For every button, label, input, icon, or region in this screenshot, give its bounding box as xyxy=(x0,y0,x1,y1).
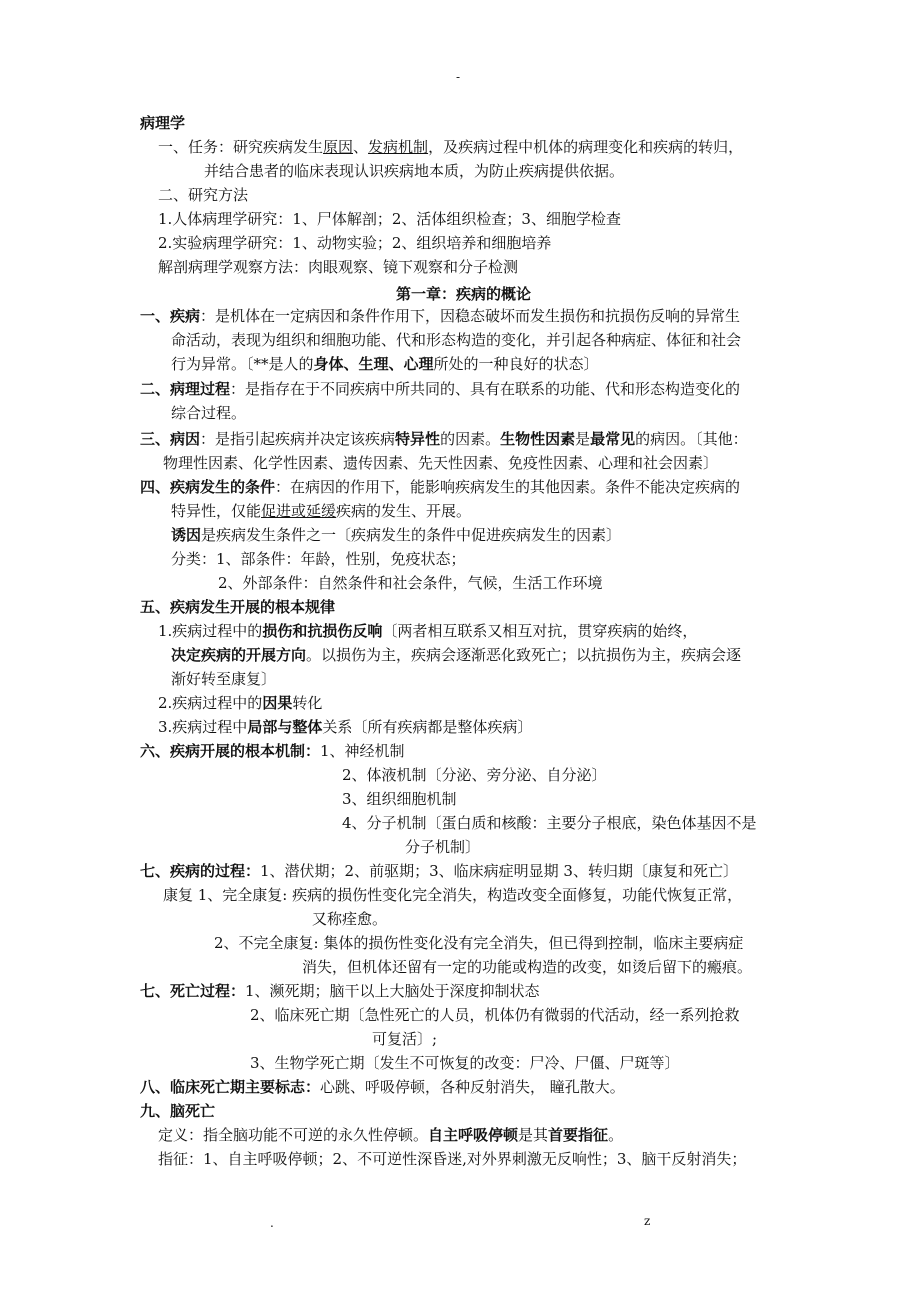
s8-title: 八、临床死亡期主要标志： xyxy=(140,1078,321,1096)
s1-num: 一、 xyxy=(140,307,171,325)
s3-line2: 物理性因素、化学性因素、遗传因素、先天性因素、免疫性因素、心理和社会因素〕 xyxy=(163,454,719,472)
s7-line1 xyxy=(140,860,738,882)
text: 心跳、呼吸停顿，各种反射消失， 瞳孔散大。 xyxy=(320,1078,625,1096)
text: 3.疾病过程中 xyxy=(158,718,248,736)
s5-line5 xyxy=(158,716,532,738)
s9-title: 九、脑死亡 xyxy=(140,1102,216,1120)
text: 是其 xyxy=(518,1126,549,1144)
s5-line4 xyxy=(158,692,322,714)
text: ：在病因的作用下，能影响疾病发生的其他因素。条件不能决定疾病的 xyxy=(275,478,741,496)
text-bold: 生物性因素 xyxy=(500,430,576,448)
text: 1、潜伏期；2、前驱期；3、临床病症明显期 3、转归期〔康复和死亡〕 xyxy=(260,862,738,880)
text-bold: 特异性 xyxy=(395,430,441,448)
s8-line1 xyxy=(140,1076,625,1098)
text: 〔两者相互联系又相互对抗，贯穿疾病的始终， xyxy=(382,622,698,640)
text: 一、任务：研究疾病发生 xyxy=(158,138,324,156)
s5-line3: 渐好转至康复〕 xyxy=(171,670,277,688)
s2-line2: 综合过程。 xyxy=(171,404,247,422)
intro-task-cont: 并结合患者的临床表现认识疾病地本质，为防止疾病提供依据。 xyxy=(204,162,625,180)
text: 。以损伤为主，疾病会逐渐恶化致死亡；以抗损伤为主，疾病会逐 xyxy=(306,646,742,664)
text: 所处的一种良好的状态〕 xyxy=(433,355,599,373)
footer-left: . xyxy=(270,1216,274,1230)
term-mechanism: 发病机制 xyxy=(368,138,429,156)
text-bold: 自主呼吸停顿 xyxy=(428,1126,519,1144)
text: ：是指存在于不同疾病中所共同的、具有在联系的功能、代和形态构造变化的 xyxy=(230,380,741,398)
method-title: 二、研究方法 xyxy=(158,186,249,204)
s7b-line3: 可复活〕; xyxy=(372,1030,438,1048)
s4-term: 疾病发生的条件 xyxy=(170,478,276,496)
s3-num: 三、 xyxy=(140,430,171,448)
s9-definition xyxy=(158,1124,623,1146)
method-2: 2.实验病理学研究：1、动物实验；2、组织培养和细胞培养 xyxy=(158,234,552,252)
text: 的因素。 xyxy=(440,430,501,448)
s3-term: 病因 xyxy=(170,430,201,448)
s7-title: 七、疾病的过程： xyxy=(140,862,261,880)
s5-line2 xyxy=(171,644,741,666)
text: 。 xyxy=(608,1126,624,1144)
s7b-line4: 3、生物学死亡期〔发生不可恢复的改变：尸冷、尸僵、尸斑等〕 xyxy=(250,1054,680,1072)
text: ：是指引起疾病并决定该疾病 xyxy=(200,430,396,448)
s4-line5: 2、外部条件：自然条件和社会条件，气候，生活工作环境 xyxy=(218,574,603,592)
observe-methods: 解剖病理学观察方法：肉眼观察、镜下观察和分子检测 xyxy=(158,258,519,276)
footer-right: z xyxy=(644,1214,651,1228)
text: 疾病的发生、开展。 xyxy=(336,502,472,520)
s7-line5: 消失，但机体还留有一定的功能或构造的改变，如烫后留下的瘢痕。 xyxy=(302,958,753,976)
text: 关系〔所有疾病都是整体疾病〕 xyxy=(322,718,533,736)
text-bold: 身体、生理、心理 xyxy=(313,355,434,373)
text: ：是机体在一定病因和条件作用下，因稳态破坏而发生损伤和抗损伤反响的异常生 xyxy=(200,307,741,325)
s1-line2: 命活动，表现为组织和细胞功能、代和形态构造的变化，并引起各种病症、体征和社会 xyxy=(171,331,742,349)
text-bold: 首要指征 xyxy=(548,1126,609,1144)
s5-line1 xyxy=(158,620,697,642)
s7b-title: 七、死亡过程： xyxy=(140,982,246,1000)
s2-term: 病理过程 xyxy=(170,380,231,398)
page-title: 病理学 xyxy=(140,114,186,132)
s1-line1 xyxy=(140,305,740,327)
s7b-line2: 2、临床死亡期〔急性死亡的人员，机体仍有微弱的代活动，经一系列抢救 xyxy=(250,1006,740,1024)
s9-signs: 指征：1、自主呼吸停顿；2、不可逆性深昏迷,对外界刺激无反响性；3、脑干反射消失； xyxy=(158,1150,747,1168)
s6-line5: 分子机制〕 xyxy=(405,838,481,856)
s2-line1 xyxy=(140,378,740,400)
text-bold: 局部与整体 xyxy=(247,718,323,736)
s2-num: 二、 xyxy=(140,380,171,398)
s5-title: 五、疾病发生开展的根本规律 xyxy=(140,598,336,616)
s7-line4: 2、不完全康复: 集体的损伤性变化没有完全消失，但已得到控制，临床主要病症 xyxy=(214,934,744,952)
s3-line1 xyxy=(140,428,748,450)
text-underlined: 促进或延缓 xyxy=(261,502,337,520)
text: ，及疾病过程中机体的病理变化和疾病的转归， xyxy=(428,138,744,156)
text: 是疾病发生条件之一〔疾病发生的条件中促进疾病发生的因素〕 xyxy=(201,526,622,544)
s6-line4: 4、分子机制〔蛋白质和核酸：主要分子根底，染色体基因不是 xyxy=(342,814,757,832)
s4-line2 xyxy=(171,500,471,522)
s6-line2: 2、体液机制〔分泌、旁分泌、自分泌〕 xyxy=(342,766,607,784)
s1-term: 疾病 xyxy=(170,307,201,325)
text-bold: 诱因 xyxy=(171,526,202,544)
s7-line2: 康复 1、完全康复: 疾病的损伤性变化完全消失，构造改变全面修复，功能代恢复正常， xyxy=(163,886,743,904)
s7-line3: 又称痊愈。 xyxy=(312,910,388,928)
text: 的病因。〔其他： xyxy=(635,430,748,448)
text: 2.疾病过程中的 xyxy=(158,694,263,712)
intro-task xyxy=(158,136,743,158)
chapter-title: 第一章：疾病的概论 xyxy=(396,285,532,303)
text: 1.疾病过程中的 xyxy=(158,622,263,640)
text: 是 xyxy=(575,430,591,448)
s4-line4: 分类：1、部条件：年龄，性别，免疫状态； xyxy=(171,550,466,568)
s4-line1 xyxy=(140,476,740,498)
header-mark: - xyxy=(456,70,461,84)
text: 1、神经机制 xyxy=(320,742,405,760)
method-1: 1.人体病理学研究：1、尸体解剖；2、活体组织检查；3、细胞学检查 xyxy=(158,210,621,228)
text: 转化 xyxy=(292,694,323,712)
text: 1、濒死期；脑干以上大脑处于深度抑制状态 xyxy=(245,982,540,1000)
text-bold: 损伤和抗损伤反响 xyxy=(262,622,383,640)
s6-line3: 3、组织细胞机制 xyxy=(342,790,457,808)
s7b-line1 xyxy=(140,980,540,1002)
s1-line3 xyxy=(171,353,599,375)
s6-title: 六、疾病开展的根本机制： xyxy=(140,742,321,760)
text-bold: 最常见 xyxy=(590,430,636,448)
s4-line3 xyxy=(171,524,621,546)
text: 行为异常。〔**是人的 xyxy=(171,355,314,373)
s6-line1 xyxy=(140,740,405,762)
s4-num: 四、 xyxy=(140,478,171,496)
text-bold: 决定疾病的开展方向 xyxy=(171,646,307,664)
text: 定义：指全脑功能不可逆的永久性停顿。 xyxy=(158,1126,429,1144)
text: 特异性，仅能 xyxy=(171,502,262,520)
text: 、 xyxy=(353,138,369,156)
term-cause: 原因 xyxy=(323,138,354,156)
text-bold: 因果 xyxy=(262,694,293,712)
